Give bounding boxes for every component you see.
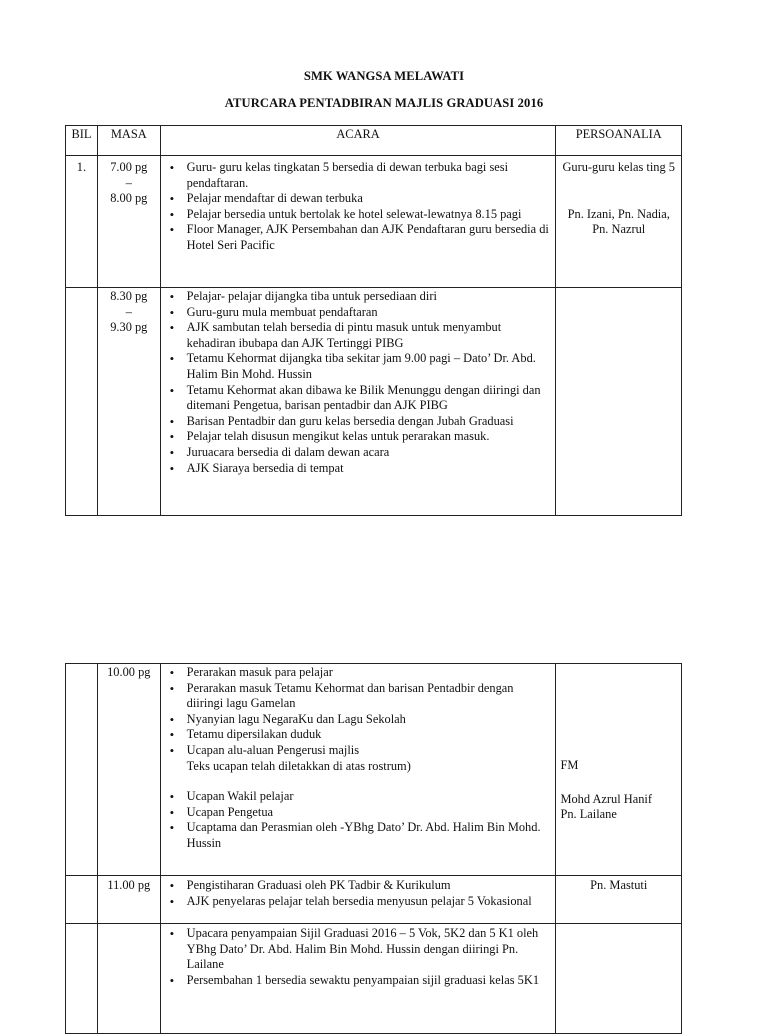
- acara-cell: [160, 156, 556, 288]
- time-start: 7.00 pg: [110, 160, 148, 174]
- persoanalia-cell: [556, 156, 682, 288]
- list-item: • AJK penyelaras pelajar telah bersedia menyusun pelajar 5 Vokasional: [165, 894, 552, 910]
- list-item: • Tetamu Kehormat dijangka tiba sekitar jam 9.00 pagi – Dato’ Dr. Abd. Halim Bin Mohd. Hussin: [165, 351, 552, 382]
- school-name: SMK WANGSA MELAWATI: [303, 69, 465, 83]
- list-item: • Floor Manager, AJK Persembahan dan AJK Pendaftaran guru bersedia di Hotel Seri Pacific: [165, 222, 552, 253]
- schedule-table-1: [65, 125, 682, 516]
- masa-cell: [97, 156, 160, 288]
- time-start: 11.00 pg: [107, 878, 151, 892]
- persoanalia-cell: [556, 876, 682, 924]
- bil-cell: [66, 924, 98, 1034]
- list-item: • Juruacara bersedia di dalam dewan acara: [165, 445, 552, 461]
- persoanalia-cell: [556, 924, 682, 1034]
- time-end: 9.30 pg: [110, 320, 148, 335]
- list-item: • Perarakan masuk para pelajar: [165, 665, 552, 681]
- masa-cell: [97, 876, 160, 924]
- masa-cell: [97, 924, 160, 1034]
- list-item: • AJK sambutan telah bersedia di pintu masuk untuk menyambut kehadiran ibubapa dan AJK Tertinggi PIBG: [165, 320, 552, 351]
- acara-cell: [160, 664, 556, 876]
- masa-cell: [97, 288, 160, 516]
- persoanalia-line: Mohd Azrul Hanif: [560, 791, 652, 806]
- time-end: 8.00 pg: [110, 191, 148, 206]
- list-item: • Pelajar bersedia untuk bertolak ke hotel selewat-lewatnya 8.15 pagi: [165, 207, 552, 223]
- list-item: • Ucaptama dan Perasmian oleh -YBhg Dato’ Dr. Abd. Halim Bin Mohd. Hussin: [165, 820, 552, 851]
- list-item: • Pelajar telah disusun mengikut kelas untuk perarakan masuk.: [165, 429, 552, 445]
- list-item: • Tetamu Kehormat akan dibawa ke Bilik Menunggu dengan diiringi dan ditemani Pengetua, barisan pentadbir dan AJK PIBG: [165, 383, 552, 414]
- persoanalia-cell: [556, 288, 682, 516]
- list-item-note: Teks ucapan telah diletakkan di atas rostrum): [186, 758, 411, 773]
- list-item: • Pelajar mendaftar di dewan terbuka: [165, 191, 552, 207]
- table-row: [66, 876, 682, 924]
- list-item: • Nyanyian lagu NegaraKu dan Lagu Sekolah: [165, 712, 552, 728]
- acara-cell: [160, 876, 556, 924]
- time-dash: –: [125, 175, 132, 190]
- document-title: ATURCARA PENTADBIRAN MAJLIS GRADUASI 2016: [224, 96, 544, 110]
- schedule-table-2: [65, 663, 682, 1034]
- bil-cell: [66, 664, 98, 876]
- list-item: • Guru-guru mula membuat pendaftaran: [165, 305, 552, 321]
- col-header-persoanalia: PERSOANALIA: [556, 126, 682, 156]
- list-item: • Persembahan 1 bersedia sewaktu penyampaian sijil graduasi kelas 5K1: [165, 973, 552, 989]
- persoanalia-line: Pn. Mastuti: [590, 878, 648, 892]
- list-item: • Ucapan Wakil pelajar: [165, 789, 552, 805]
- persoanalia-line: FM: [560, 758, 579, 772]
- list-item: • Tetamu dipersilakan duduk: [165, 727, 552, 743]
- list-item: • Barisan Pentadbir dan guru kelas bersedia dengan Jubah Graduasi: [165, 414, 552, 430]
- persoanalia-line: Pn. Izani, Pn. Nadia, Pn. Nazrul: [567, 206, 670, 237]
- list-item: • Pengistiharan Graduasi oleh PK Tadbir & Kurikulum: [165, 878, 552, 894]
- table-row: [66, 288, 682, 516]
- list-item: • Ucapan alu-aluan Pengerusi majlis: [165, 743, 552, 759]
- list-item: • Guru- guru kelas tingkatan 5 bersedia di dewan terbuka bagi sesi pendaftaran.: [165, 160, 552, 191]
- list-item: • AJK Siaraya bersedia di tempat: [165, 461, 552, 477]
- persoanalia-cell: [556, 664, 682, 876]
- persoanalia-line: Pn. Lailane: [560, 807, 617, 822]
- time-dash: –: [125, 304, 132, 319]
- list-item: • Ucapan Pengetua: [165, 805, 552, 821]
- col-header-masa: MASA: [97, 126, 160, 156]
- table-row: [66, 924, 682, 1034]
- table-header-row: [66, 126, 682, 156]
- time-start: 10.00 pg: [107, 665, 151, 679]
- time-start: 8.30 pg: [110, 289, 148, 303]
- col-header-acara: ACARA: [160, 126, 556, 156]
- acara-cell: [160, 924, 556, 1034]
- masa-cell: [97, 664, 160, 876]
- list-item: • Pelajar- pelajar dijangka tiba untuk persediaan diri: [165, 289, 552, 305]
- list-item: • Upacara penyampaian Sijil Graduasi 2016 – 5 Vok, 5K2 dan 5 K1 oleh YBhg Dato’ Dr. Abd. Halim Bin Mohd. Hussin dengan diiringi Pn. Lailane: [165, 926, 552, 973]
- bil-cell: 1.: [66, 156, 98, 288]
- table-row: [66, 156, 682, 288]
- persoanalia-line: Guru-guru kelas ting 5: [562, 160, 675, 174]
- acara-cell: [160, 288, 556, 516]
- col-header-bil: BIL: [66, 126, 98, 156]
- list-item: • Perarakan masuk Tetamu Kehormat dan barisan Pentadbir dengan diiringi lagu Gamelan: [165, 681, 552, 712]
- bil-cell: [66, 288, 98, 516]
- bil-cell: [66, 876, 98, 924]
- table-row: [66, 664, 682, 876]
